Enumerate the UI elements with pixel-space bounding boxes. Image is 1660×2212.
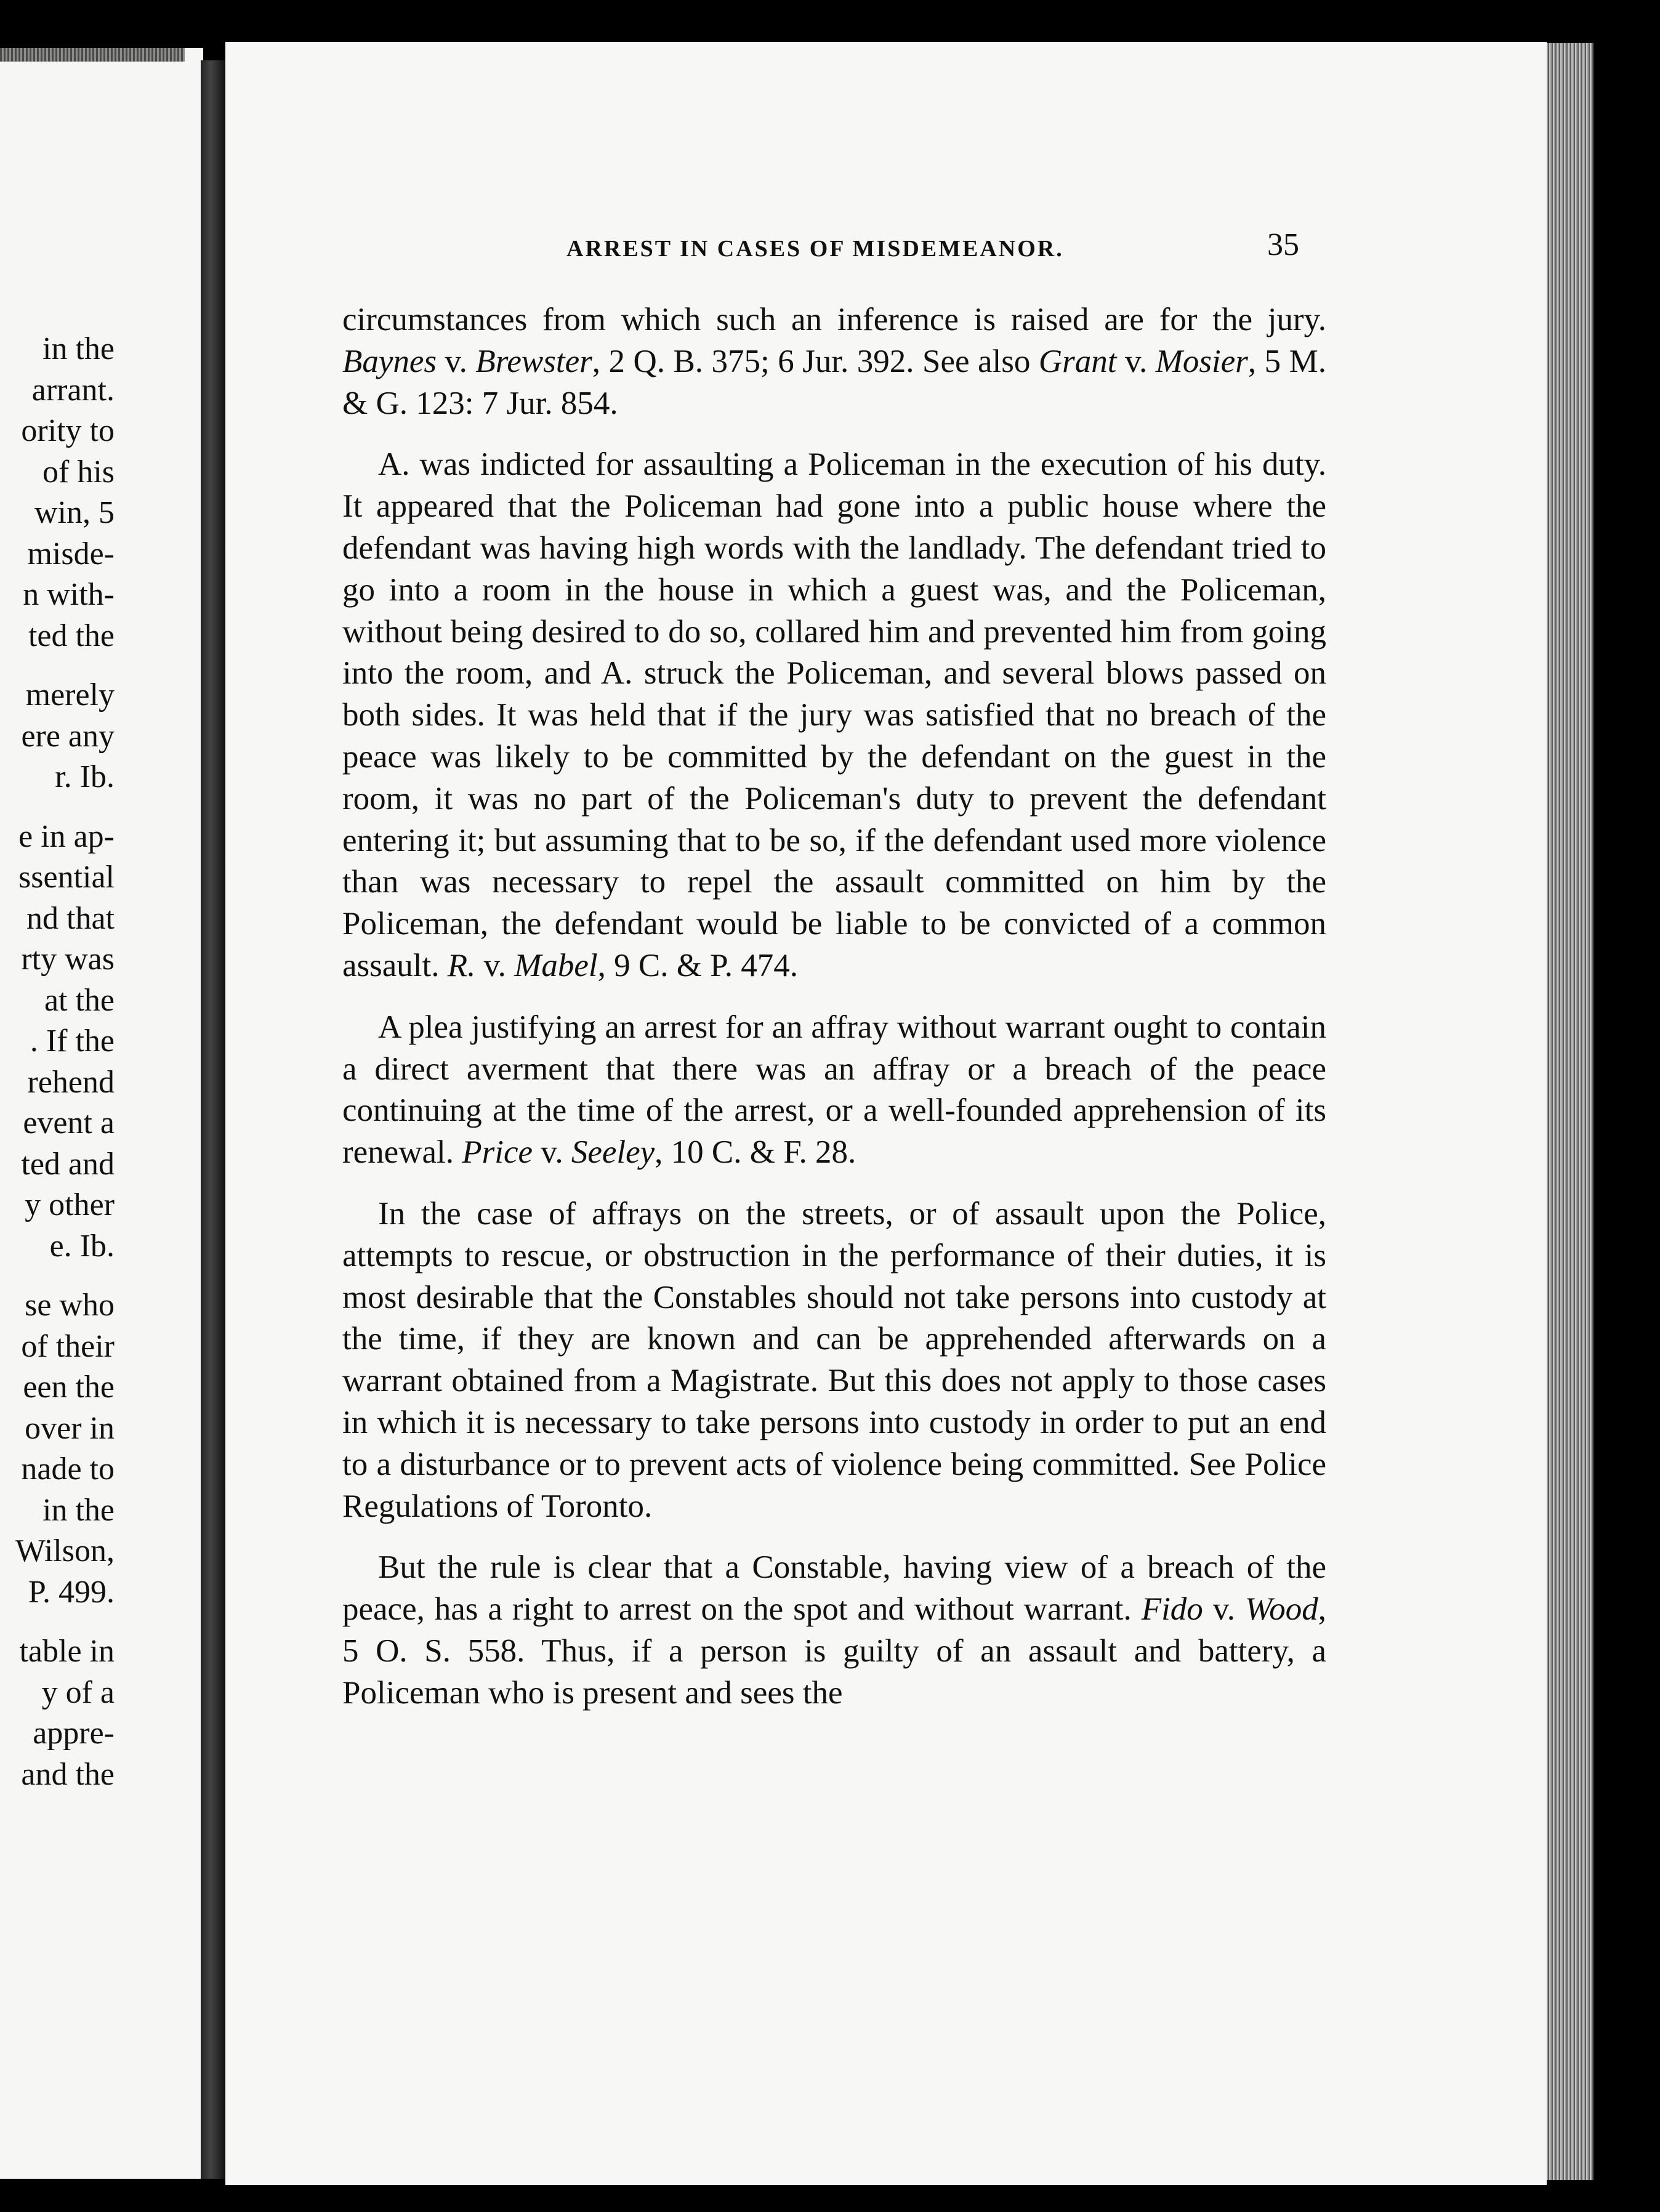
- facing-page-line: and the: [21, 1756, 115, 1792]
- facing-page-line: e. Ib.: [49, 1228, 115, 1264]
- facing-page-line: een the: [23, 1370, 115, 1405]
- facing-page-line: nd that: [26, 900, 115, 936]
- facing-page-gap: [0, 797, 115, 816]
- facing-page-line: rty was: [21, 942, 115, 977]
- facing-page-line: event a: [23, 1105, 115, 1140]
- facing-page-line: . If the: [30, 1023, 115, 1059]
- facing-page-line: n with-: [23, 577, 115, 612]
- facing-page-line: se who: [25, 1288, 115, 1323]
- facing-page-line: Wilson,: [15, 1533, 115, 1568]
- paragraph-4: In the case of affrays on the streets, or of assault upon the Police, attempts to rescue, or obstruction in the performance of their duties, it is most desirable that the Constables should not take persons into custody at the time, if they are known and can be apprehended afterwards on a warrant obtained from a Magistrate. But this does not apply to those cases in which it is necessary to take persons into custody in order to put an end to a disturbance or to prevent acts of violence being committed. See Police Regulations of Toronto.: [342, 1195, 1326, 1524]
- facing-page-line: merely: [25, 677, 115, 712]
- facing-page-line: of his: [42, 454, 115, 490]
- facing-page-line: misde-: [27, 536, 115, 571]
- facing-page-line: ssential: [18, 860, 115, 895]
- facing-page-text: [0, 328, 115, 1794]
- running-head: ARREST IN CASES OF MISDEMEANOR.: [566, 236, 1064, 262]
- paragraph-5: But the rule is clear that a Constable, having view of a breach of the peace, has a right to arrest on the spot and without warrant. Fido v. Wood, 5 O. S. 558. Thus, if a person is guilty of an assault and battery, a Policeman who is present and sees the: [342, 1549, 1326, 1711]
- facing-page-line: y other: [25, 1187, 115, 1222]
- facing-page-line: ority to: [21, 413, 115, 448]
- facing-page-line: P. 499.: [28, 1574, 115, 1610]
- facing-page-line: ted and: [21, 1146, 115, 1182]
- facing-page-gap: [0, 1612, 115, 1631]
- body-text: [342, 299, 1326, 1734]
- facing-page-line: of their: [21, 1328, 115, 1364]
- facing-page-gap: [0, 656, 115, 674]
- case-name: Wood: [1244, 1591, 1318, 1628]
- facing-page-line: win, 5: [34, 495, 115, 530]
- page-edges: [1547, 43, 1594, 2180]
- facing-page-line: in the: [42, 1492, 115, 1528]
- paragraph-2: A. was indicted for assaulting a Policeman in the execution of his duty. It appeared that the Policeman had gone into a public house where the defendant was having high words with the landlady. The defendant tried to go into a room in the house in which a guest was, and the Policeman, without being desired to do so, collared him and prevented him from going into the room, and A. struck the Policeman, and several blows passed on both sides. It was held that if the jury was satisfied that no breach of the peace was likely to be committed by the defendant on the guest in the room, it was no part of the Policeman's duty to prevent the defendant entering it; but assuming that to be so, if the defendant used more violence than was necessary to repel the assault committed on him by the Policeman, the defendant would be liable to be convicted of a common assault. R. v. Mabel, 9 C. & P. 474.: [342, 446, 1326, 983]
- facing-page-line: ted the: [28, 618, 115, 653]
- case-name: Brewster: [475, 343, 592, 379]
- facing-page-line: at the: [44, 982, 115, 1018]
- paragraph-3: A plea justifying an arrest for an affray without warrant ought to contain a direct averment that there was an affray or a breach of the peace continuing at the time of the arrest, or a well-founded apprehension of its renewal. Price v. Seeley, 10 C. & F. 28.: [342, 1009, 1326, 1171]
- facing-page-line: arrant.: [31, 372, 115, 408]
- case-name: Seeley: [571, 1134, 655, 1171]
- book-gutter: [201, 60, 225, 2179]
- facing-page-line: table in: [19, 1634, 115, 1669]
- case-name: Grant: [1038, 343, 1117, 379]
- paragraph-1: circumstances from which such an inference is raised are for the jury. Baynes v. Brewster, 2 Q. B. 375; 6 Jur. 392. See also Grant v. Mosier, 5 M. & G. 123: 7 Jur. 854.: [342, 302, 1326, 421]
- facing-page-line: over in: [25, 1410, 115, 1446]
- facing-page-line: rehend: [27, 1064, 115, 1100]
- facing-page-line: in the: [42, 331, 115, 366]
- case-name: Fido: [1141, 1591, 1203, 1628]
- facing-page-line: ere any: [21, 718, 115, 754]
- facing-page-line: e in ap-: [18, 818, 115, 854]
- facing-page-line: y of a: [41, 1674, 115, 1710]
- case-name: Mabel: [514, 947, 598, 983]
- page-number: 35: [1267, 227, 1299, 262]
- case-name: R.: [447, 947, 476, 983]
- case-name: Price: [462, 1134, 533, 1171]
- facing-page: [0, 48, 203, 2179]
- facing-page-line: nade to: [21, 1451, 115, 1487]
- facing-page-line: r. Ib.: [55, 759, 115, 794]
- facing-page-gap: [0, 1266, 115, 1285]
- facing-page-line: appre-: [33, 1716, 115, 1751]
- case-name: Baynes: [342, 343, 437, 379]
- case-name: Mosier: [1155, 343, 1248, 379]
- facing-page-top-edge: [0, 48, 185, 62]
